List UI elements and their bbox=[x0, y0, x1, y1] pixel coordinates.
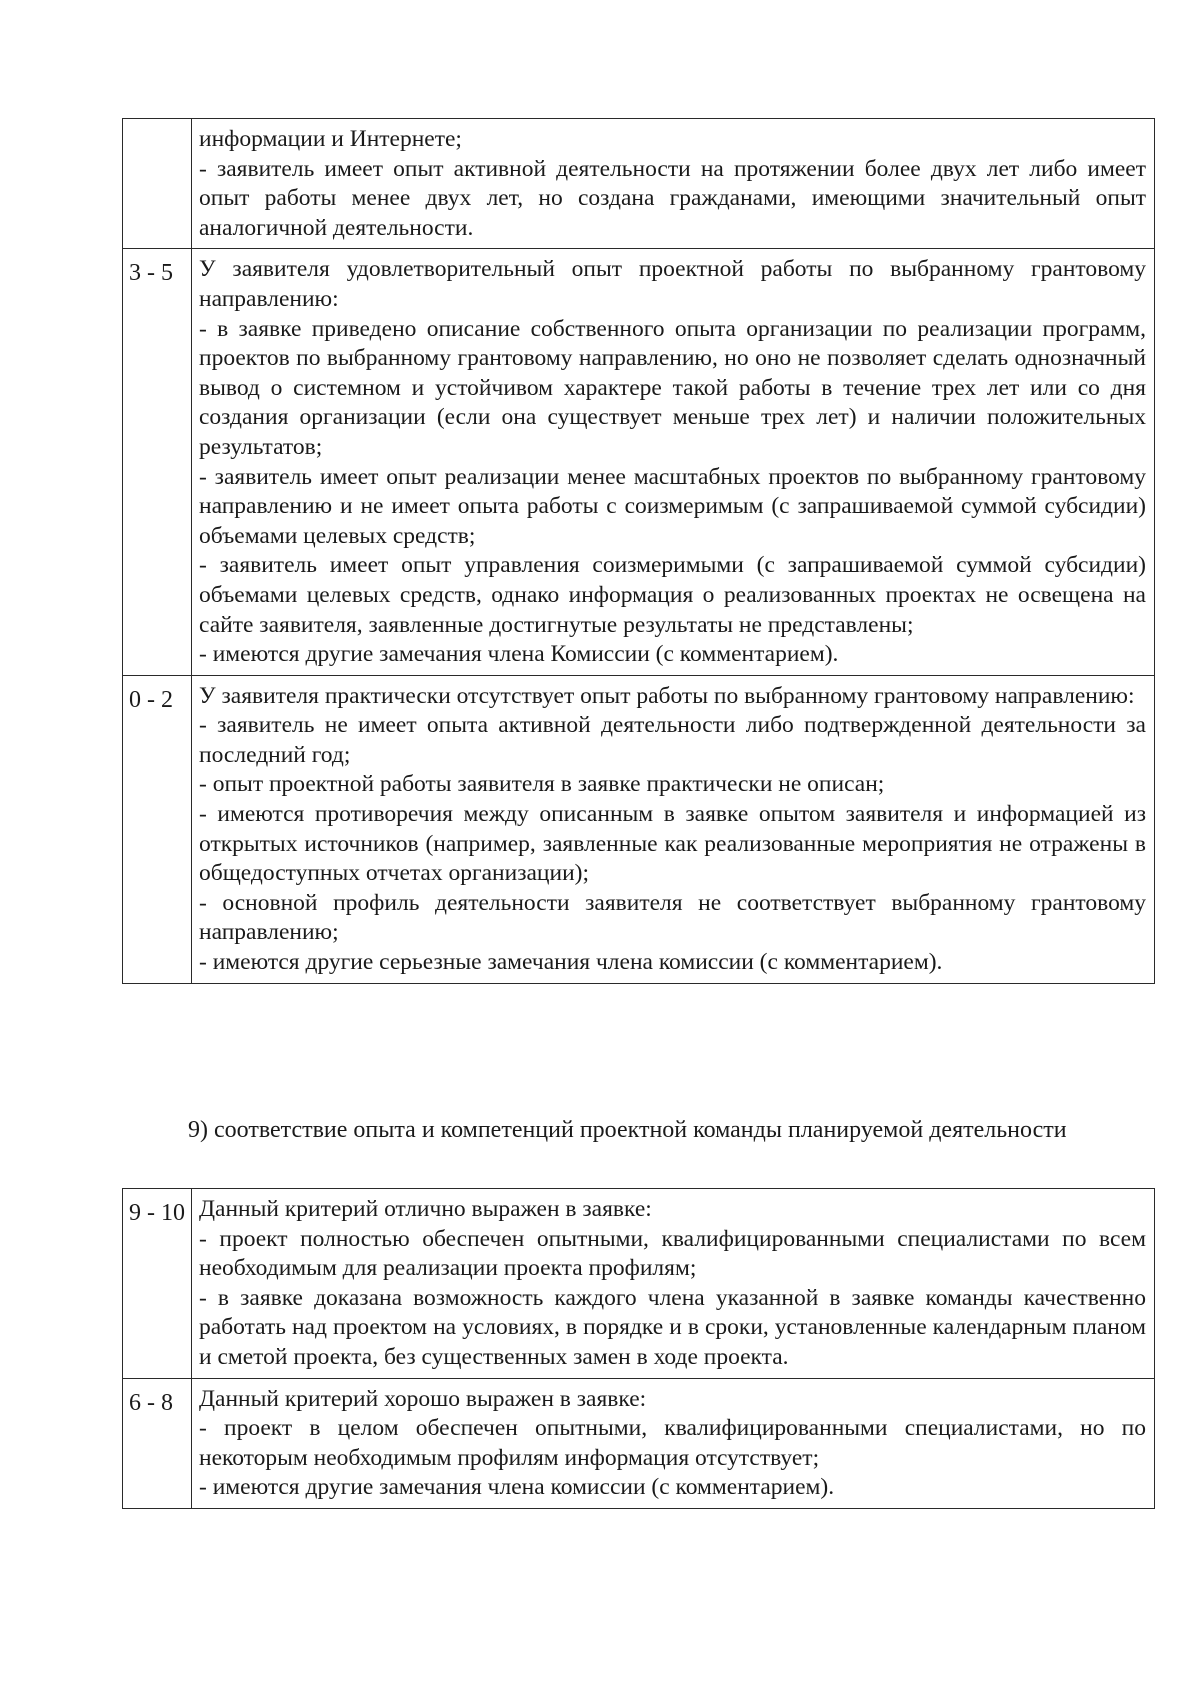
section-heading: 9) соответствие опыта и компетенций проектной команды планируемой деятельности bbox=[188, 1117, 1067, 1143]
description-line: - имеются противоречия между описанным в заявке опытом заявителя и информацией из открытых источников (например, заявленные как реализованные мероприятия не отражены в общедоступных отчетах организации); bbox=[199, 801, 1146, 887]
criteria-table-9 bbox=[122, 1188, 1155, 1509]
description-line: - заявитель не имеет опыта активной деятельности либо подтвержденной деятельности за последний год; bbox=[199, 712, 1146, 768]
description-cell bbox=[192, 1189, 1155, 1379]
description-line: - в заявке приведено описание собственного опыта организации по реализации программ, проектов по выбранному грантовому направлению, но оно не позволяет сделать однозначный вывод о системном и устойчивом характере такой работы в течение трех лет или со дня создания организации (если она существует меньше трех лет) и наличии положительных результатов; bbox=[199, 315, 1146, 460]
description-cell bbox=[192, 249, 1155, 675]
description-line: - имеются другие замечания члена Комиссии (с комментарием). bbox=[199, 641, 839, 668]
description-line: - имеются другие замечания члена комиссии (с комментарием). bbox=[199, 1474, 835, 1501]
description-line: - имеются другие серьезные замечания члена комиссии (с комментарием). bbox=[199, 949, 943, 976]
description-line: - проект в целом обеспечен опытными, квалифицированными специалистами, но по некоторым необходимым профилям информация отсутствует; bbox=[199, 1415, 1146, 1471]
score-cell: 9 - 10 bbox=[123, 1189, 192, 1379]
table-row bbox=[123, 1378, 1155, 1508]
score-cell: 6 - 8 bbox=[123, 1378, 192, 1508]
description-line: У заявителя удовлетворительный опыт проектной работы по выбранному грантовому направлению: bbox=[199, 256, 1146, 312]
table-row bbox=[123, 675, 1155, 983]
score-cell bbox=[123, 119, 192, 249]
description-line: Данный критерий отлично выражен в заявке: bbox=[199, 1196, 652, 1222]
table-row bbox=[123, 249, 1155, 675]
description-line: У заявителя практически отсутствует опыт работы по выбранному грантовому направлению: bbox=[199, 682, 1135, 709]
description-line: - в заявке доказана возможность каждого члена указанной в заявке команды качественно работать над проектом на условиях, в порядке и в сроки, установленные календарным планом и сметой проекта, без существенных замен в ходе проекта. bbox=[199, 1284, 1146, 1370]
description-line: - основной профиль деятельности заявителя не соответствует выбранному грантовому направлению; bbox=[199, 889, 1146, 946]
table-row bbox=[123, 119, 1155, 249]
description-cell bbox=[192, 675, 1155, 983]
description-cell bbox=[192, 119, 1155, 249]
description-cell bbox=[192, 1378, 1155, 1508]
description-line: - заявитель имеет опыт активной деятельности на протяжении более двух лет либо имеет опыт работы менее двух лет, но создана гражданами, имеющими значительный опыт аналогичной деятельности. bbox=[199, 155, 1146, 241]
description-line: Данный критерий хорошо выражен в заявке: bbox=[199, 1385, 647, 1412]
description-line: информации и Интернете; bbox=[199, 126, 462, 152]
description-line: - проект полностью обеспечен опытными, квалифицированными специалистами по всем необходимым для реализации проекта профилям; bbox=[199, 1225, 1146, 1282]
score-cell: 0 - 2 bbox=[123, 675, 192, 983]
table-row bbox=[123, 1189, 1155, 1379]
description-line: - заявитель имеет опыт реализации менее масштабных проектов по выбранному грантовому направлению и не имеет опыта работы с соизмеримым (с запрашиваемой суммой субсидии) объемами целевых средств; bbox=[199, 463, 1146, 549]
criteria-table-8 bbox=[122, 118, 1155, 984]
description-line: - заявитель имеет опыт управления соизмеримыми (с запрашиваемой суммой субсидии) объемами целевых средств, однако информация о реализованных проектах не освещена на сайте заявителя, заявленные достигнутые результаты не представлены; bbox=[199, 552, 1146, 638]
description-line: - опыт проектной работы заявителя в заявке практически не описан; bbox=[199, 771, 885, 798]
score-cell: 3 - 5 bbox=[123, 249, 192, 675]
